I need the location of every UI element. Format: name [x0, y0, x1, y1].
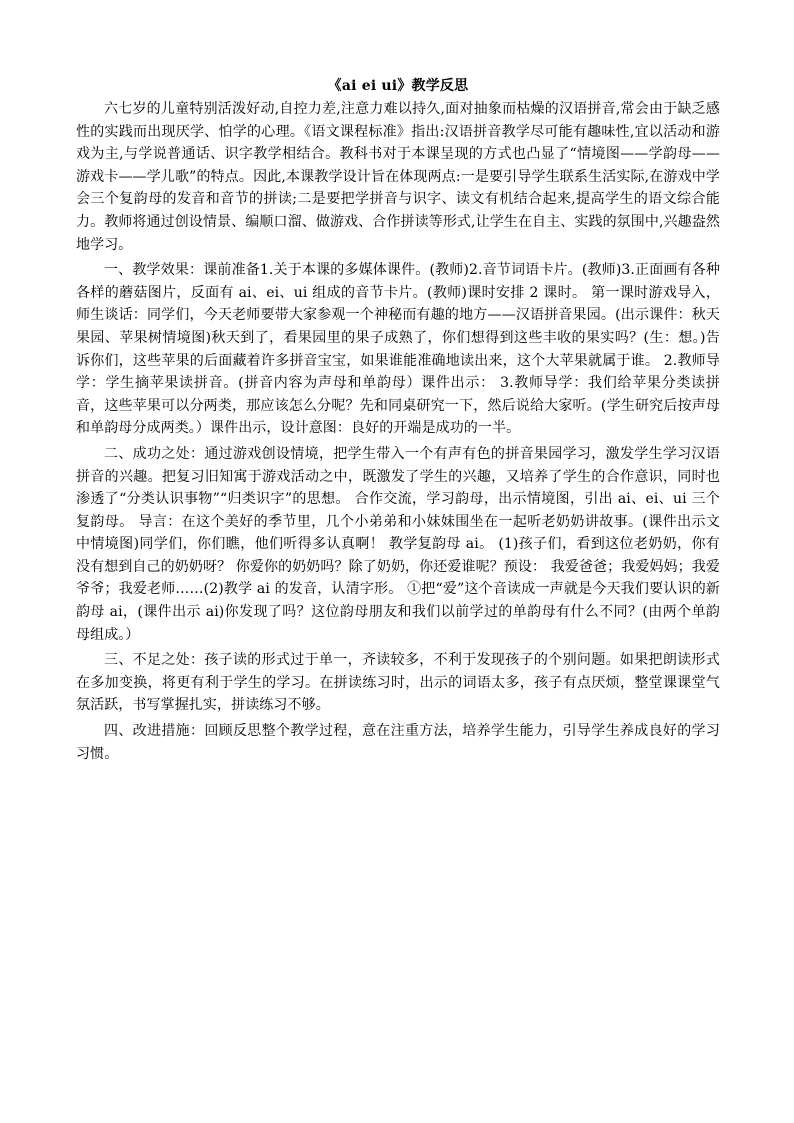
document-title: 《ai ei ui》教学反思 [327, 78, 469, 94]
paragraph-teaching-effect: 一、教学效果：课前准备1.关于本课的多媒体课件。(教师)2.音节词语卡片。(教师)3.正面画有各种各样的蘑菇图片，反面有 ai、ei、ui 组成的音节卡片。(教师)课时安排 2 课时。 第一课时游戏导入，师生谈话：同学们，今天老师要带大家参观一个神秘而有趣的地方——汉语拼音果园。(出示课件：秋天果园、苹果树情境图)秋天到了，看果园里的果子成熟了，你们想得到这些丰收的果实吗？(生：想。)告诉你们，这些苹果的后面藏着许多拼音宝宝，如果谁能准确地读出来，这个大苹果就属于谁。 2.教师导学：学生摘苹果读拼音。(拼音内容为声母和单韵母）课件出示： 3.教师导学：我们给苹果分类读拼音，这些苹果可以分两类，那应该怎么分呢？先和同桌研究一下，然后说给大家听。(学生研究后按声母和单韵母分成两类。）课件出示，设计意图：良好的开端是成功的一半。 [76, 262, 720, 437]
paragraph-improvements: 四、改进措施：回顾反思整个教学过程，意在注重方法，培养学生能力，引导学生养成良好的学习习惯。 [76, 723, 720, 762]
document-page [76, 75, 720, 765]
paragraph-shortcomings: 三、不足之处：孩子读的形式过于单一，齐读较多，不利于发现孩子的个别问题。如果把朗读形式在多加变换，将更有利于学生的学习。在拼读练习时，出示的词语太多，孩子有点厌烦，整堂课课堂气氛活跃，书写掌握扎实，拼读练习不够。 [76, 652, 720, 714]
paragraph-success: 二、成功之处：通过游戏创设情境，把学生带入一个有声有色的拼音果园学习，激发学生学习汉语拼音的兴趣。把复习旧知寓于游戏活动之中，既激发了学生的兴趣，又培养了学生的合作意识，同时也渗透了“分类认识事物”“归类识字”的思想。 合作交流，学习韵母，出示情境图，引出 ai、ei、ui 三个复韵母。 导言：在这个美好的季节里，几个小弟弟和小妹妹围坐在一起听老奶奶讲故事。(课件出示文中情境图)同学们，你们瞧，他们听得多认真啊！ 教学复韵母 ai。 (1)孩子们，看到这位老奶奶，你有没有想到自己的奶奶呀？ 你爱你的奶奶吗？除了奶奶，你还爱谁呢？预设： 我爱爸爸；我爱妈妈；我爱爷爷；我爱老师……(2)教学 ai 的发音，认清字形。 ①把“爱”这个音读成一声就是今天我们要认识的新韵母 ai，(课件出示 ai)你发现了吗？这位韵母朋友和我们以前学过的单韵母有什么不同？(由两个单韵母组成。） [76, 445, 720, 643]
paragraph-intro: 六七岁的儿童特别活泼好动,自控力差,注意力难以持久,面对抽象而枯燥的汉语拼音,常会由于缺乏感性的实践而出现厌学、怕学的心理。《语文课程标准》指出:汉语拼音教学尽可能有趣味性,宜以活动和游戏为主,与学说普通话、识字教学相结合。教科书对于本课呈现的方式也凸显了“情境图——学韵母——游戏卡——学儿歌”的特点。因此,本课教学设计旨在体现两点:一是要引导学生联系生活实际,在游戏中学会三个复韵母的发音和音节的拼读;二是要把学拼音与识字、读文有机结合起来,提高学生的语文综合能力。教师将通过创设情景、编顺口溜、做游戏、合作拼读等形式,让学生在自主、实践的氛围中,兴趣盎然地学习。 [76, 101, 720, 253]
